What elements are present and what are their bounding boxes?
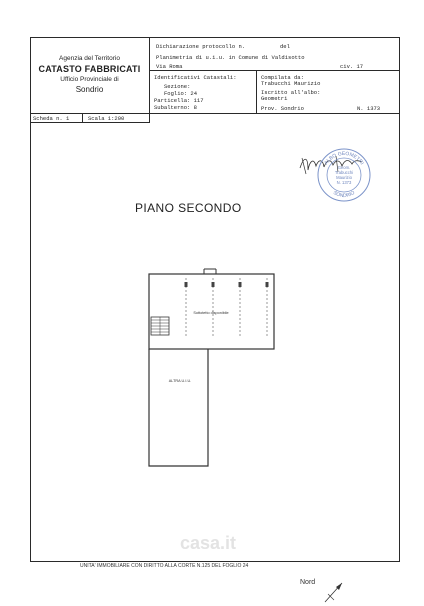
catastali-particella: Particella: 117 [154,97,204,104]
catastali-block [150,71,257,114]
planimetria-label: Planimetria di u.i.u. in Comune di Valdisotto [156,54,305,61]
watermark: casa.it [180,533,237,553]
strip-divider [82,114,83,122]
address-civic: civ. 17 [340,63,364,70]
agency-office: Ufficio Provinciale di [60,76,119,83]
dichiarazione-label: Dichiarazione protocollo n. [156,43,246,50]
agency-block [30,37,150,114]
address-street: Via Roma [156,63,183,70]
drawing-area [30,123,400,586]
compilata-numero: N. 1373 [357,105,381,112]
compilata-block [257,71,400,114]
footnote: UNITA' IMMOBILIARE CON DIRITTO ALLA CORTE N.125 DEL FOGLIO 24 [80,563,249,569]
cadastral-sheet [30,37,401,586]
north-arrow-icon [320,578,348,606]
del-label: del [280,43,290,50]
stamp-center-2: Trabucchi [334,170,354,175]
stamp-ring-top: ALBO GEOMETRI [323,150,365,167]
room-label-upper: Sottotetto disponibile [193,311,229,315]
scheda-number: Scheda n. 1 [33,115,70,122]
compilata-prov: Prov. Sondrio [261,105,304,112]
catastali-sezione: Sezione: [164,83,191,90]
lower-annex-outline [149,349,208,466]
scheda-strip [30,114,150,123]
agency-catasto: CATASTO FABBRICATI [38,64,141,74]
stamp-center-1: Geom. [337,165,351,170]
scheda-scale: Scala 1:200 [88,115,125,122]
stamp-ring-bottom: SONDRIO [331,189,356,200]
catastali-heading: Identificativi Catastali: [154,74,237,81]
stamp-center-4: N. 1373 [336,180,352,185]
floor-title: PIANO SECONDO [135,201,242,215]
agency-city: Sondrio [75,85,104,94]
floor-plan [30,123,400,562]
room-label-lower: ALTRA U.I.U. [168,379,192,383]
agency-name: Agenzia del Territorio [59,55,120,62]
compilata-albo: Geometri [261,95,288,102]
catastali-foglio: Foglio: 24 [164,90,198,97]
north-label: Nord [300,579,316,586]
compilata-iscritto: Iscritto all'albo: [261,89,321,96]
compilata-name: Trabucchi Maurizio [261,80,321,87]
catastali-subalterno: Subalterno: 8 [154,104,197,111]
header-block [150,37,400,71]
stamp-center-3: Maurizio [336,175,352,180]
compilata-heading: Compilata da: [261,74,304,81]
